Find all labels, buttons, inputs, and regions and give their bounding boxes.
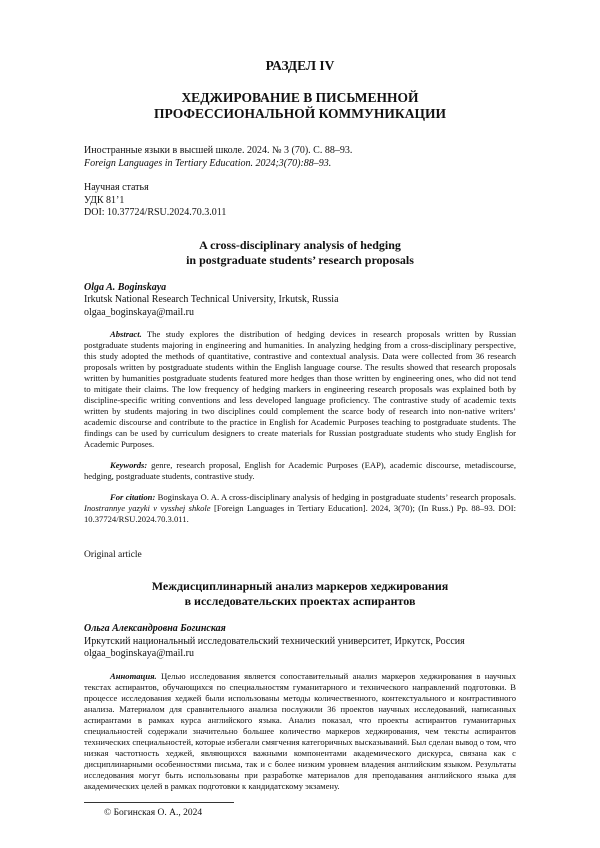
footnote-divider bbox=[84, 802, 234, 803]
article-title-en-line-2: in postgraduate students’ research proposals bbox=[186, 252, 414, 267]
article-type: Научная статья bbox=[84, 182, 149, 193]
original-article-label: Original article bbox=[84, 550, 142, 560]
article-title-ru-line-1: Междисциплинарный анализ маркеров хеджирования bbox=[151, 579, 449, 593]
citation-en-part-1: Boginskaya O. A. A cross-disciplinary analysis of hedging in postgraduate students’ research proposals. bbox=[157, 492, 516, 502]
abstract-en bbox=[84, 329, 516, 450]
citation-en-label: For citation: bbox=[110, 492, 156, 502]
abstract-en-text: The study explores the distribution of hedging devices in research proposals written by Russian postgraduate students majoring in engineering and humanities. In analyzing hedging from a cross-disciplinary perspective, this study adopted the methods of quantitative, contrastive and contextual analysis. Data were collected from 36 research proposals written by postgraduate students within the English language course. The results showed that research proposals written by humanities postgraduate students featured more hedges than those written by engineering ones, who did not tend to mitigate their claims. The low frequency of hedging markers in engineering research proposals was explained both by discipline-specific writing conventions and less developed language proficiency. The contrastive study of academic texts written by students majoring in two disciplines could complement the scarce body of research into non-native writers’ academic discourse and contribute to the practice in English for Academic Purposes teaching to postgraduate students. The findings can be used by curriculum designers to create materials for Russian postgraduate students who study English for Academic Purposes. bbox=[84, 329, 516, 449]
email-ru: olgaa_boginskaya@mail.ru bbox=[84, 648, 195, 659]
copyright: © Богинская О. А., 2024 bbox=[104, 807, 203, 818]
citation-en-part-2: [Foreign Languages in Tertiary Education]. 2024, 3(70); (In Russ.) Pp. 88–93. DOI: 10.37724/RSU.2024.70.3.011. bbox=[84, 503, 516, 524]
article-title-en-line-1: A cross-disciplinary analysis of hedging bbox=[199, 237, 401, 252]
section-title-line-1: ХЕДЖИРОВАНИЕ В ПИСЬМЕННОЙ bbox=[181, 90, 419, 105]
keywords-en-text: genre, research proposal, English for Academic Purposes (EAP), academic discourse, metadiscourse, hedging, postgraduate students, contrastive study. bbox=[84, 460, 517, 481]
author-ru: Ольга Александровна Богинская bbox=[84, 623, 226, 634]
journal-reference-en: Foreign Languages in Tertiary Education. 2024;3(70):88–93. bbox=[84, 158, 332, 169]
doi: DOI: 10.37724/RSU.2024.70.3.011 bbox=[84, 207, 227, 218]
abstract-ru-label: Аннотация. bbox=[110, 670, 157, 681]
abstract-en-label: Abstract. bbox=[110, 329, 142, 339]
keywords-en bbox=[84, 460, 516, 482]
affiliation-en: Irkutsk National Research Technical University, Irkutsk, Russia bbox=[84, 294, 339, 305]
keywords-en-label: Keywords: bbox=[110, 460, 148, 470]
article-title-en bbox=[84, 238, 516, 268]
article-title-ru-line-2: в исследовательских проектах аспирантов bbox=[184, 594, 416, 608]
section-label: РАЗДЕЛ IV bbox=[265, 58, 335, 73]
citation-en bbox=[84, 492, 516, 525]
email-en: olgaa_boginskaya@mail.ru bbox=[84, 306, 195, 318]
udk: УДК 81’1 bbox=[84, 194, 125, 206]
author-en: Olga A. Boginskaya bbox=[84, 281, 167, 293]
journal-reference-ru: Иностранные языки в высшей школе. 2024. № 3 (70). С. 88–93. bbox=[84, 145, 353, 156]
section-title bbox=[84, 90, 516, 122]
article-title-ru bbox=[84, 579, 516, 609]
citation-en-journal: Inostrannye yazyki v vysshej shkole bbox=[84, 503, 211, 513]
affiliation-ru: Иркутский национальный исследовательский технический университет, Иркутск, Россия bbox=[84, 635, 465, 647]
abstract-ru bbox=[84, 671, 516, 792]
abstract-ru-text: Целью исследования является сопоставительный анализ маркеров хеджирования в научных текстах аспирантов, обучающихся по специальностям гуманитарного и технического направлений подготовки. В процессе исследования хеджей были использованы методы количественного, контекстуального и контрастивного анализа. Материалом для сравнительного анализа послужили 36 проектов научных исследований, написанных аспирантами в рамках курса английского языка. Анализ показал, что проекты аспирантов гуманитарных специальностей содержали значительно большее количество маркеров хеджирования, чем тексты аспирантов технических специальностей, которые избегали смягчения категоричных высказываний. Был сделан вывод о том, что низкая частотность хеджей, являющихся важными компонентами академического дискурса, связана как с дисциплинарными особенностями письма, так и с более низким уровнем владения английским языком. Результаты исследования могут быть использованы при разработке материалов для преподавания английского языка для академических целей в рамках подготовки к кандидатскому экзамену. bbox=[84, 670, 516, 791]
section-title-line-2: ПРОФЕССИОНАЛЬНОЙ КОММУНИКАЦИИ bbox=[154, 106, 446, 121]
